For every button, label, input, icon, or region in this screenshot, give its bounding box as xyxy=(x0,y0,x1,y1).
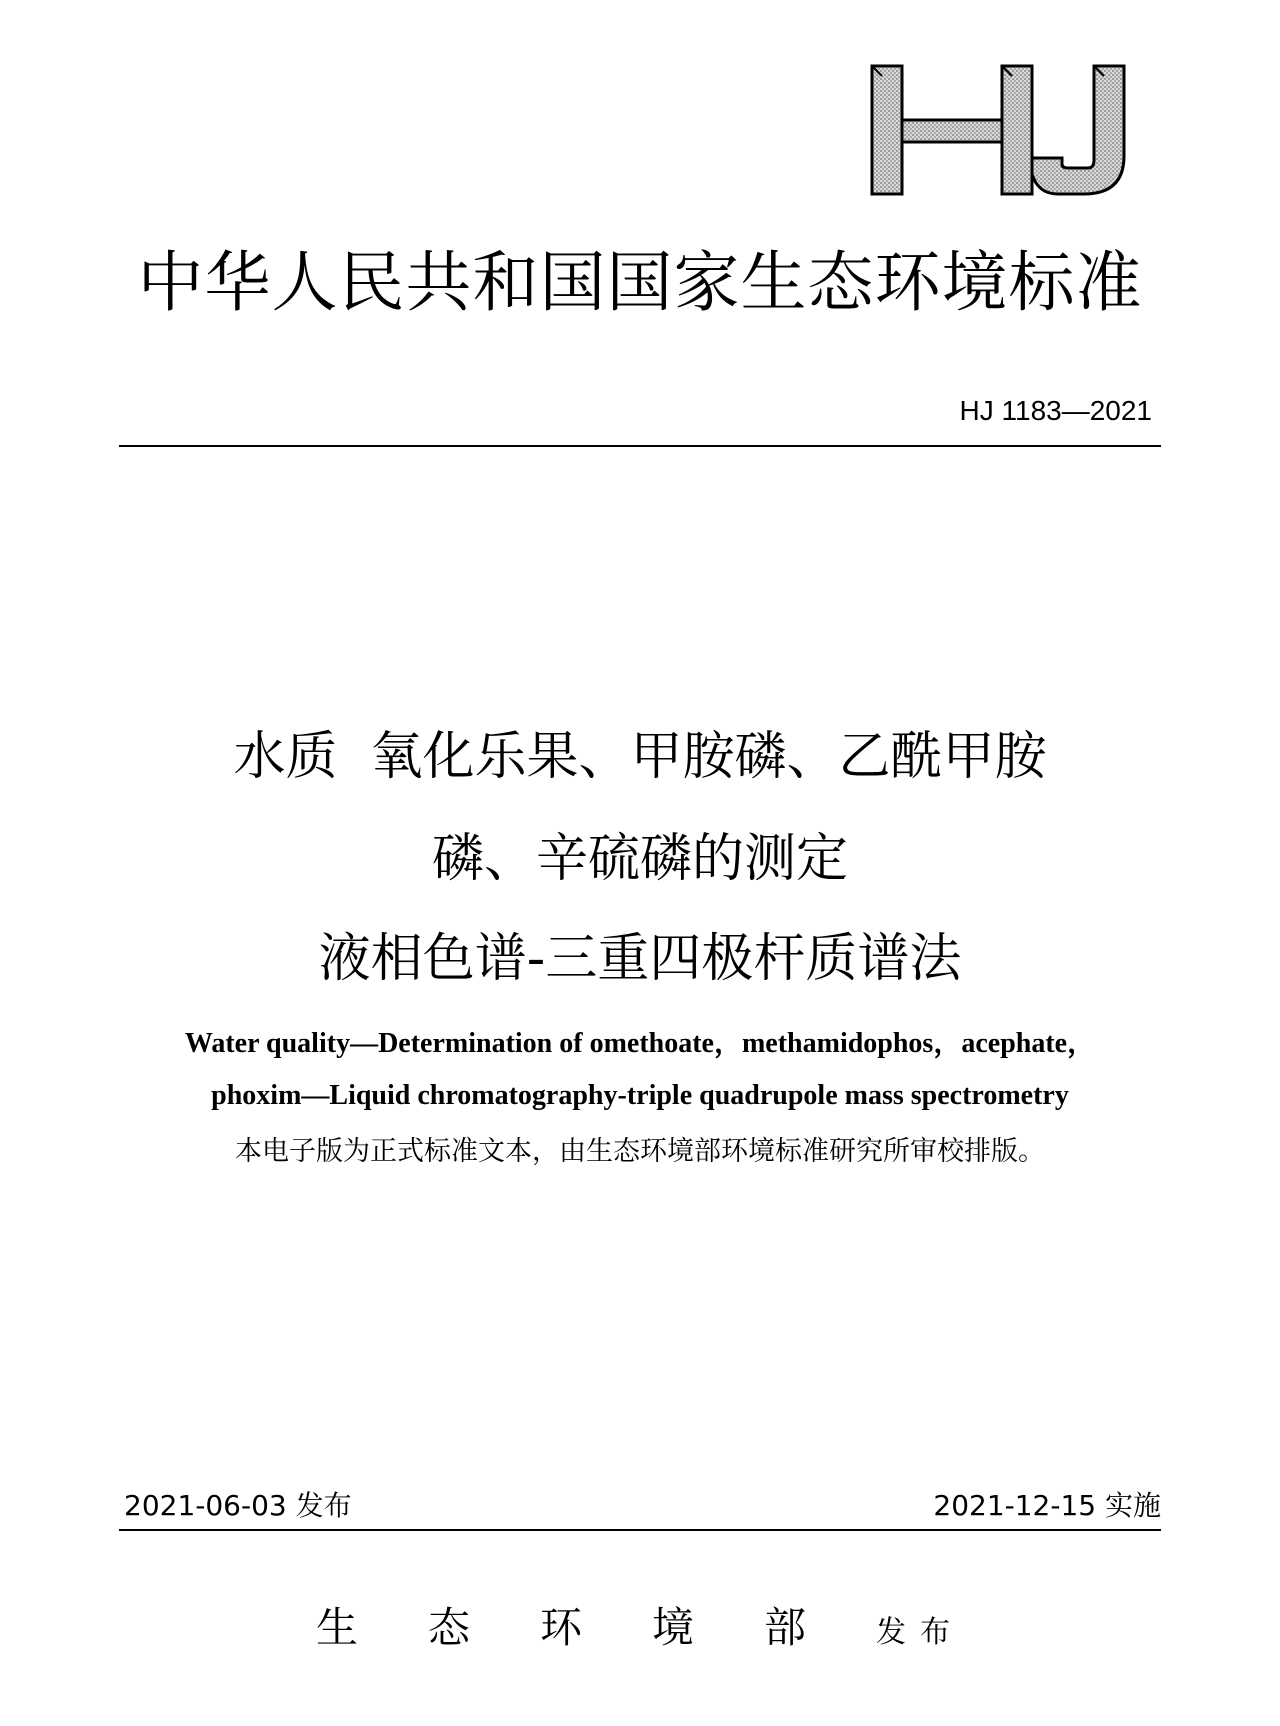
publisher-name: 生态环境部 xyxy=(315,1603,876,1652)
title-en-line-2: phoxim—Liquid chromatography-triple quadrupole mass spectrometry xyxy=(211,1080,1069,1111)
top-divider xyxy=(119,445,1161,447)
standard-code: HJ 1183—2021 xyxy=(959,395,1152,426)
title-zh-line-1: 水质 氧化乐果、甲胺磷、乙酰甲胺 xyxy=(233,727,1047,787)
title-zh-line-2: 磷、辛硫磷的测定 xyxy=(431,829,848,889)
title-en-line-1: Water quality—Determination of omethoate，methamidophos，acephate， xyxy=(184,1028,1096,1059)
issue-date: 2021-06-03 发布 xyxy=(124,1489,352,1522)
edition-note: 本电子版为正式标准文本，由生态环境部环境标准研究所审校排版。 xyxy=(235,1136,1045,1167)
hj-logo xyxy=(868,62,1130,198)
publisher xyxy=(0,1595,1280,1655)
title-zh-line-3: 液相色谱-三重四极杆质谱法 xyxy=(318,929,962,989)
publisher-suffix: 发布 xyxy=(876,1615,964,1650)
standard-category-title: 中华人民共和国国家生态环境标准 xyxy=(137,244,1143,321)
bottom-divider xyxy=(119,1529,1161,1531)
effective-date: 2021-12-15 实施 xyxy=(933,1489,1161,1522)
